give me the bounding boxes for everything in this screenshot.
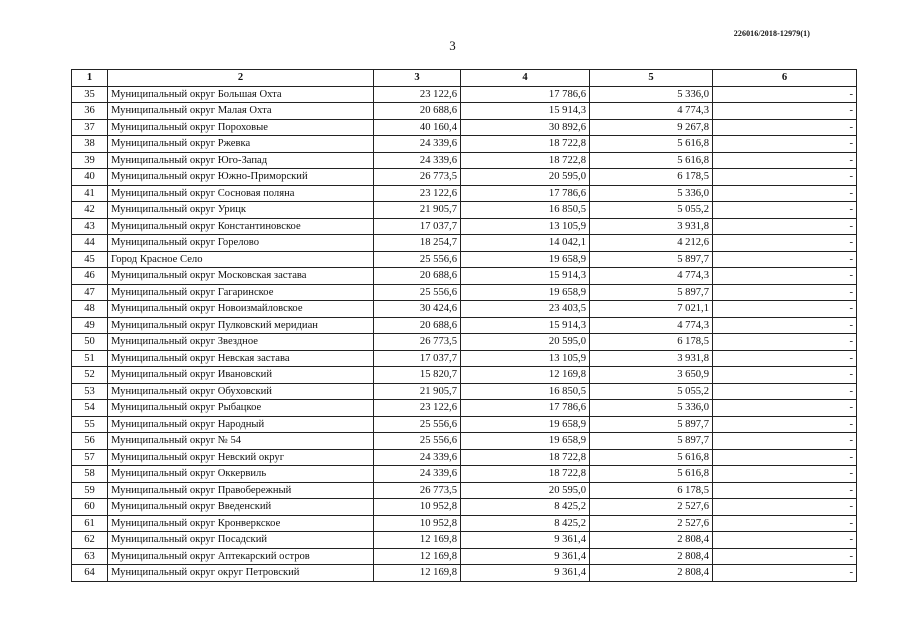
district-name: Муниципальный округ Большая Охта	[108, 86, 374, 103]
value-col6: -	[713, 499, 857, 516]
value-col4: 19 658,9	[461, 433, 590, 450]
value-col3: 18 254,7	[374, 235, 461, 252]
value-col3: 26 773,5	[374, 334, 461, 351]
value-col3: 25 556,6	[374, 284, 461, 301]
district-name: Город Красное Село	[108, 251, 374, 268]
value-col5: 7 021,1	[590, 301, 713, 318]
value-col4: 9 361,4	[461, 548, 590, 565]
table-row	[72, 482, 857, 499]
table-row	[72, 433, 857, 450]
row-number: 42	[72, 202, 108, 219]
value-col4: 18 722,8	[461, 449, 590, 466]
row-number: 58	[72, 466, 108, 483]
value-col3: 12 169,8	[374, 548, 461, 565]
value-col3: 40 160,4	[374, 119, 461, 136]
value-col4: 19 658,9	[461, 284, 590, 301]
value-col6: -	[713, 400, 857, 417]
district-name: Муниципальный округ Гагаринское	[108, 284, 374, 301]
value-col6: -	[713, 466, 857, 483]
value-col6: -	[713, 185, 857, 202]
value-col3: 30 424,6	[374, 301, 461, 318]
row-number: 53	[72, 383, 108, 400]
value-col6: -	[713, 268, 857, 285]
district-name: Муниципальный округ Константиновское	[108, 218, 374, 235]
district-name: Муниципальный округ Невский округ	[108, 449, 374, 466]
district-name: Муниципальный округ Сосновая поляна	[108, 185, 374, 202]
row-number: 50	[72, 334, 108, 351]
value-col4: 16 850,5	[461, 383, 590, 400]
value-col6: -	[713, 317, 857, 334]
table-row	[72, 317, 857, 334]
value-col5: 9 267,8	[590, 119, 713, 136]
table-row	[72, 136, 857, 153]
value-col5: 5 055,2	[590, 202, 713, 219]
row-number: 38	[72, 136, 108, 153]
value-col4: 30 892,6	[461, 119, 590, 136]
district-name: Муниципальный округ Урицк	[108, 202, 374, 219]
value-col4: 13 105,9	[461, 350, 590, 367]
value-col3: 20 688,6	[374, 317, 461, 334]
value-col6: -	[713, 532, 857, 549]
value-col6: -	[713, 565, 857, 582]
value-col4: 20 595,0	[461, 169, 590, 186]
district-name: Муниципальный округ № 54	[108, 433, 374, 450]
value-col4: 9 361,4	[461, 565, 590, 582]
district-name: Муниципальный округ Введенский	[108, 499, 374, 516]
value-col6: -	[713, 482, 857, 499]
value-col4: 16 850,5	[461, 202, 590, 219]
table-row	[72, 185, 857, 202]
value-col4: 13 105,9	[461, 218, 590, 235]
table-row	[72, 301, 857, 318]
row-number: 36	[72, 103, 108, 120]
value-col5: 4 774,3	[590, 268, 713, 285]
value-col3: 23 122,6	[374, 185, 461, 202]
row-number: 46	[72, 268, 108, 285]
table-row	[72, 119, 857, 136]
row-number: 35	[72, 86, 108, 103]
value-col3: 23 122,6	[374, 400, 461, 417]
value-col6: -	[713, 251, 857, 268]
value-col3: 15 820,7	[374, 367, 461, 384]
value-col6: -	[713, 218, 857, 235]
table-row	[72, 235, 857, 252]
table-row	[72, 350, 857, 367]
value-col3: 24 339,6	[374, 449, 461, 466]
value-col6: -	[713, 383, 857, 400]
value-col3: 20 688,6	[374, 103, 461, 120]
value-col5: 4 774,3	[590, 317, 713, 334]
value-col4: 18 722,8	[461, 136, 590, 153]
value-col3: 17 037,7	[374, 218, 461, 235]
table-row	[72, 284, 857, 301]
table-row	[72, 367, 857, 384]
value-col4: 17 786,6	[461, 185, 590, 202]
table-row	[72, 251, 857, 268]
value-col3: 24 339,6	[374, 136, 461, 153]
value-col6: -	[713, 367, 857, 384]
table-row	[72, 466, 857, 483]
value-col5: 6 178,5	[590, 169, 713, 186]
value-col6: -	[713, 350, 857, 367]
value-col4: 9 361,4	[461, 532, 590, 549]
column-header: 1	[72, 70, 108, 87]
district-name: Муниципальный округ Новоизмайловское	[108, 301, 374, 318]
table-row	[72, 565, 857, 582]
district-name: Муниципальный округ Пулковский меридиан	[108, 317, 374, 334]
value-col4: 18 722,8	[461, 466, 590, 483]
table-row	[72, 416, 857, 433]
value-col3: 26 773,5	[374, 482, 461, 499]
row-number: 63	[72, 548, 108, 565]
table-row	[72, 86, 857, 103]
value-col5: 2 808,4	[590, 548, 713, 565]
table-row	[72, 515, 857, 532]
value-col6: -	[713, 202, 857, 219]
value-col6: -	[713, 284, 857, 301]
value-col3: 10 952,8	[374, 515, 461, 532]
value-col5: 3 650,9	[590, 367, 713, 384]
row-number: 48	[72, 301, 108, 318]
value-col6: -	[713, 515, 857, 532]
row-number: 40	[72, 169, 108, 186]
row-number: 59	[72, 482, 108, 499]
value-col6: -	[713, 449, 857, 466]
value-col6: -	[713, 235, 857, 252]
table-row	[72, 532, 857, 549]
value-col6: -	[713, 433, 857, 450]
value-col6: -	[713, 152, 857, 169]
table-row	[72, 103, 857, 120]
column-header: 5	[590, 70, 713, 87]
table-row	[72, 169, 857, 186]
row-number: 54	[72, 400, 108, 417]
table-row	[72, 499, 857, 516]
district-name: Муниципальный округ Невская застава	[108, 350, 374, 367]
value-col5: 6 178,5	[590, 334, 713, 351]
value-col3: 17 037,7	[374, 350, 461, 367]
value-col3: 12 169,8	[374, 565, 461, 582]
district-name: Муниципальный округ округ Петровский	[108, 565, 374, 582]
value-col3: 25 556,6	[374, 433, 461, 450]
value-col6: -	[713, 119, 857, 136]
district-name: Муниципальный округ Московская застава	[108, 268, 374, 285]
value-col5: 3 931,8	[590, 218, 713, 235]
row-number: 61	[72, 515, 108, 532]
value-col4: 20 595,0	[461, 482, 590, 499]
row-number: 47	[72, 284, 108, 301]
value-col5: 5 336,0	[590, 185, 713, 202]
value-col5: 5 897,7	[590, 251, 713, 268]
value-col3: 10 952,8	[374, 499, 461, 516]
row-number: 43	[72, 218, 108, 235]
value-col5: 5 897,7	[590, 284, 713, 301]
value-col5: 5 616,8	[590, 449, 713, 466]
value-col5: 5 055,2	[590, 383, 713, 400]
district-name: Муниципальный округ Ржевка	[108, 136, 374, 153]
value-col5: 2 527,6	[590, 515, 713, 532]
value-col6: -	[713, 548, 857, 565]
row-number: 57	[72, 449, 108, 466]
value-col4: 15 914,3	[461, 103, 590, 120]
value-col5: 2 808,4	[590, 532, 713, 549]
value-col5: 5 616,8	[590, 152, 713, 169]
row-number: 45	[72, 251, 108, 268]
row-number: 60	[72, 499, 108, 516]
table-body	[72, 86, 857, 581]
table-row	[72, 218, 857, 235]
table-row	[72, 400, 857, 417]
row-number: 41	[72, 185, 108, 202]
table-row	[72, 383, 857, 400]
row-number: 49	[72, 317, 108, 334]
district-name: Муниципальный округ Малая Охта	[108, 103, 374, 120]
value-col3: 25 556,6	[374, 251, 461, 268]
row-number: 55	[72, 416, 108, 433]
district-name: Муниципальный округ Пороховые	[108, 119, 374, 136]
table-row	[72, 449, 857, 466]
value-col4: 15 914,3	[461, 317, 590, 334]
row-number: 37	[72, 119, 108, 136]
district-name: Муниципальный округ Южно-Приморский	[108, 169, 374, 186]
row-number: 52	[72, 367, 108, 384]
value-col5: 5 897,7	[590, 416, 713, 433]
row-number: 39	[72, 152, 108, 169]
value-col5: 5 897,7	[590, 433, 713, 450]
row-number: 44	[72, 235, 108, 252]
district-name: Муниципальный округ Посадский	[108, 532, 374, 549]
value-col5: 6 178,5	[590, 482, 713, 499]
value-col5: 4 212,6	[590, 235, 713, 252]
table-row	[72, 152, 857, 169]
value-col6: -	[713, 86, 857, 103]
value-col4: 14 042,1	[461, 235, 590, 252]
value-col4: 19 658,9	[461, 251, 590, 268]
row-number: 56	[72, 433, 108, 450]
value-col5: 4 774,3	[590, 103, 713, 120]
district-name: Муниципальный округ Правобережный	[108, 482, 374, 499]
value-col3: 23 122,6	[374, 86, 461, 103]
value-col4: 17 786,6	[461, 86, 590, 103]
district-name: Муниципальный округ Аптекарский остров	[108, 548, 374, 565]
district-name: Муниципальный округ Кронверкское	[108, 515, 374, 532]
value-col4: 8 425,2	[461, 515, 590, 532]
table-row	[72, 268, 857, 285]
row-number: 51	[72, 350, 108, 367]
table-row	[72, 548, 857, 565]
district-name: Муниципальный округ Рыбацкое	[108, 400, 374, 417]
column-header: 6	[713, 70, 857, 87]
value-col4: 17 786,6	[461, 400, 590, 417]
table-row	[72, 334, 857, 351]
value-col5: 5 616,8	[590, 136, 713, 153]
value-col3: 24 339,6	[374, 466, 461, 483]
value-col5: 3 931,8	[590, 350, 713, 367]
value-col4: 18 722,8	[461, 152, 590, 169]
value-col3: 21 905,7	[374, 202, 461, 219]
table-row	[72, 202, 857, 219]
value-col6: -	[713, 136, 857, 153]
column-header: 3	[374, 70, 461, 87]
value-col4: 20 595,0	[461, 334, 590, 351]
value-col4: 19 658,9	[461, 416, 590, 433]
district-name: Муниципальный округ Народный	[108, 416, 374, 433]
value-col3: 20 688,6	[374, 268, 461, 285]
value-col3: 21 905,7	[374, 383, 461, 400]
column-header: 2	[108, 70, 374, 87]
district-name: Муниципальный округ Юго-Запад	[108, 152, 374, 169]
table-header-row	[72, 70, 857, 87]
district-name: Муниципальный округ Звездное	[108, 334, 374, 351]
row-number: 64	[72, 565, 108, 582]
page-number: 3	[449, 38, 456, 53]
value-col6: -	[713, 169, 857, 186]
data-table	[71, 69, 857, 582]
value-col3: 24 339,6	[374, 152, 461, 169]
value-col4: 23 403,5	[461, 301, 590, 318]
value-col5: 2 527,6	[590, 499, 713, 516]
value-col6: -	[713, 301, 857, 318]
value-col4: 8 425,2	[461, 499, 590, 516]
district-name: Муниципальный округ Горелово	[108, 235, 374, 252]
district-name: Муниципальный округ Обуховский	[108, 383, 374, 400]
value-col6: -	[713, 334, 857, 351]
value-col3: 25 556,6	[374, 416, 461, 433]
district-name: Муниципальный округ Ивановский	[108, 367, 374, 384]
value-col3: 26 773,5	[374, 169, 461, 186]
value-col6: -	[713, 416, 857, 433]
value-col5: 5 336,0	[590, 400, 713, 417]
value-col3: 12 169,8	[374, 532, 461, 549]
district-name: Муниципальный округ Оккервиль	[108, 466, 374, 483]
value-col4: 12 169,8	[461, 367, 590, 384]
value-col5: 2 808,4	[590, 565, 713, 582]
value-col6: -	[713, 103, 857, 120]
document-reference: 226016/2018-12979(1)	[733, 29, 810, 38]
value-col5: 5 336,0	[590, 86, 713, 103]
value-col5: 5 616,8	[590, 466, 713, 483]
column-header: 4	[461, 70, 590, 87]
value-col4: 15 914,3	[461, 268, 590, 285]
row-number: 62	[72, 532, 108, 549]
